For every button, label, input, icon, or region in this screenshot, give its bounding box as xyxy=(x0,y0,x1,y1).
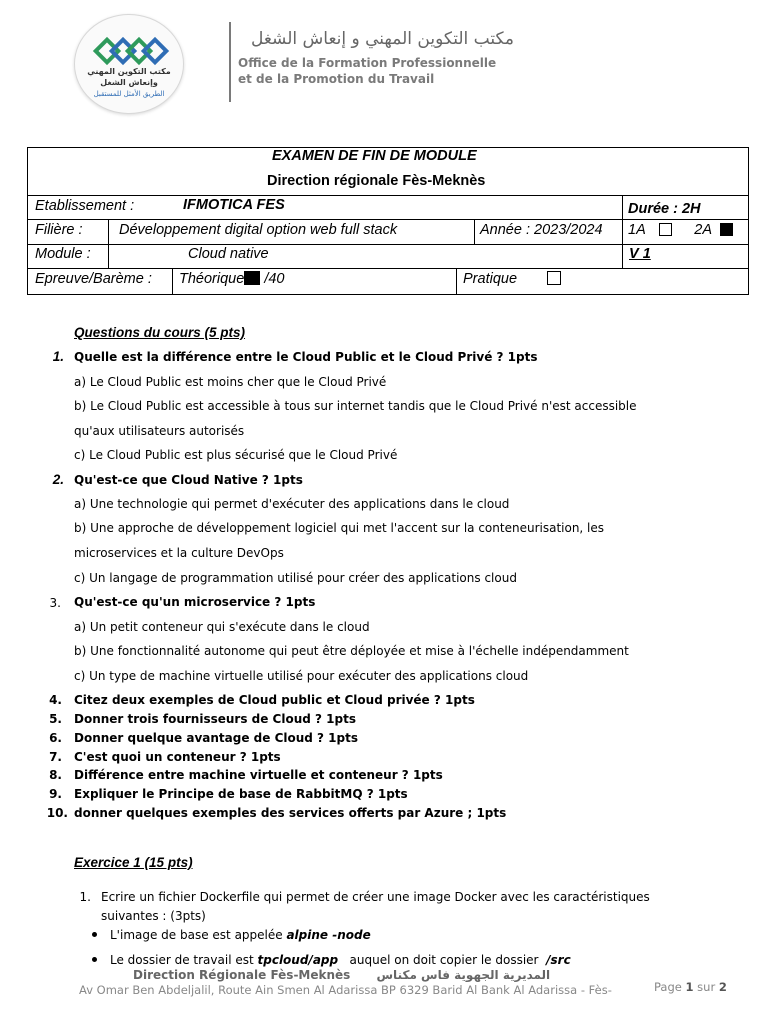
module-label: Module : xyxy=(35,246,91,262)
q6-text: Donner quelque avantage de Cloud ? 1pts xyxy=(74,731,358,745)
q3-number: 3. xyxy=(49,596,61,610)
epreuve-label: Epreuve/Barème : xyxy=(35,271,152,287)
header-divider xyxy=(229,22,231,102)
bullet-dot-icon xyxy=(92,932,97,937)
theorique-checkbox[interactable] xyxy=(244,271,260,285)
org-name-ar: مكتب التكوين المهني و إنعاش الشغل xyxy=(250,29,514,49)
q1-option-b-line1: b) Le Cloud Public est accessible à tous sur internet tandis que le Cloud Privé n'est accessible xyxy=(74,399,637,413)
page-word: Page xyxy=(654,980,682,994)
pratique-option xyxy=(463,271,561,287)
q10-number: 10. xyxy=(46,806,68,820)
q2-option-b-line2: microservices et la culture DevOps xyxy=(74,546,284,560)
q1-text: Quelle est la différence entre le Cloud Public et le Cloud Privé ? 1pts xyxy=(74,350,538,364)
logo-text-ar-2: وإنعاش الشغل xyxy=(100,78,158,87)
ofppt-logo xyxy=(74,14,184,114)
org-name-fr-2: et de la Promotion du Travail xyxy=(238,72,435,86)
q1-number: 1. xyxy=(52,349,64,364)
q4-text: Citez deux exemples de Cloud public et Cloud privée ? 1pts xyxy=(74,693,475,707)
q3-option-c: c) Un type de machine virtuelle utilisé pour exécuter des applications cloud xyxy=(74,669,529,683)
q2-option-c: c) Un langage de programmation utilisé pour créer des applications cloud xyxy=(74,571,517,585)
bullet1-text: L'image de base est appelée xyxy=(110,928,287,942)
q7-number: 7. xyxy=(49,750,62,764)
footer-direction-fr: Direction Régionale Fès-Meknès xyxy=(133,968,351,982)
q4-number: 4. xyxy=(49,693,62,707)
q7-text: C'est quoi un conteneur ? 1pts xyxy=(74,750,281,764)
exercise-section-title: Exercice 1 (15 pts) xyxy=(74,855,193,870)
exercise-line2: suivantes : (3pts) xyxy=(101,909,206,923)
option-2a-checkbox[interactable] xyxy=(720,223,733,236)
pratique-checkbox[interactable] xyxy=(547,271,561,285)
bullet1-emphasis: alpine -node xyxy=(286,928,371,942)
q2-option-a: a) Une technologie qui permet d'exécuter des applications dans le cloud xyxy=(74,497,510,511)
q8-number: 8. xyxy=(49,768,62,782)
bullet2-emphasis-1: tpcloud/app xyxy=(257,953,339,967)
filiere-label: Filière : xyxy=(35,222,83,238)
theorique-option xyxy=(179,271,285,287)
exercise-bullet-1 xyxy=(110,928,371,942)
q3-text: Qu'est-ce qu'un microservice ? 1pts xyxy=(74,595,316,609)
q1-option-c: c) Le Cloud Public est plus sécurisé que le Cloud Privé xyxy=(74,448,398,462)
version-value: V 1 xyxy=(629,246,651,262)
q3-option-b: b) Une fonctionnalité autonome qui peut être déployée et mise à l'échelle indépendamment xyxy=(74,644,629,658)
etablissement-value: IFMOTICA FES xyxy=(183,197,285,213)
q5-number: 5. xyxy=(49,712,62,726)
theorique-score: /40 xyxy=(264,271,285,287)
q2-number: 2. xyxy=(52,472,64,487)
option-1a-label: 1A xyxy=(628,222,646,238)
logo-text-ar-1: مكتب التكوين المهني xyxy=(87,67,171,76)
q9-text: Expliquer le Principe de base de RabbitMQ ? 1pts xyxy=(74,787,408,801)
option-1a-checkbox[interactable] xyxy=(659,223,672,236)
exercise-line1: Ecrire un fichier Dockerfile qui permet de créer une image Docker avec les caractéristiques xyxy=(101,890,650,904)
exam-title: EXAMEN DE FIN DE MODULE xyxy=(272,148,477,164)
bullet2-text-2: auquel on doit copier le dossier xyxy=(338,953,547,967)
bullet2-text-1: Le dossier de travail est xyxy=(110,953,258,967)
footer-direction-ar: المديرية الجهوية فاس مكناس xyxy=(376,968,551,982)
q2-text: Qu'est-ce que Cloud Native ? 1pts xyxy=(74,473,303,487)
q8-text: Différence entre machine virtuelle et conteneur ? 1pts xyxy=(74,768,443,782)
etablissement-label: Etablissement : xyxy=(35,198,135,214)
page-of: sur xyxy=(697,980,716,994)
org-name-fr-1: Office de la Formation Professionnelle xyxy=(238,56,497,70)
exam-info-table xyxy=(27,147,749,295)
option-2a-label: 2A xyxy=(694,222,712,238)
course-section-title: Questions du cours (5 pts) xyxy=(74,325,246,340)
theorique-label: Théorique xyxy=(179,271,245,287)
annee-value: Année : 2023/2024 xyxy=(480,222,603,238)
logo-slogan: الطريق الأمثل للمستقبل xyxy=(93,90,165,98)
duree-value: Durée : 2H xyxy=(628,201,701,217)
q3-option-a: a) Un petit conteneur qui s'exécute dans le cloud xyxy=(74,620,370,634)
q9-number: 9. xyxy=(49,787,62,801)
bullet2-emphasis-2: /src xyxy=(546,953,571,967)
page-current: 1 xyxy=(685,980,694,994)
exercise-bullet-2 xyxy=(110,953,571,967)
q1-option-a: a) Le Cloud Public est moins cher que le Cloud Privé xyxy=(74,375,387,389)
q10-text: donner quelques exemples des services offerts par Azure ; 1pts xyxy=(74,806,507,820)
q2-option-b-line1: b) Une approche de développement logiciel qui met l'accent sur la conteneurisation, les xyxy=(74,521,605,535)
exercise-number: 1. xyxy=(79,890,91,904)
year-options xyxy=(628,222,733,238)
q5-text: Donner trois fournisseurs de Cloud ? 1pts xyxy=(74,712,356,726)
pratique-label: Pratique xyxy=(463,271,518,287)
q6-number: 6. xyxy=(49,731,62,745)
module-value: Cloud native xyxy=(188,246,269,262)
footer-direction xyxy=(133,968,550,982)
bullet-dot-icon xyxy=(92,957,97,962)
page-number xyxy=(654,980,727,994)
q1-option-b-line2: qu'aux utilisateurs autorisés xyxy=(74,424,245,438)
exam-direction: Direction régionale Fès-Meknès xyxy=(267,173,486,189)
page-total: 2 xyxy=(718,980,727,994)
filiere-value: Développement digital option web full stack xyxy=(119,222,398,238)
footer-address: Av Omar Ben Abdeljalil, Route Ain Smen Al Adarissa BP 6329 Barid Al Bank Al Adarissa - Fès- xyxy=(79,983,612,997)
